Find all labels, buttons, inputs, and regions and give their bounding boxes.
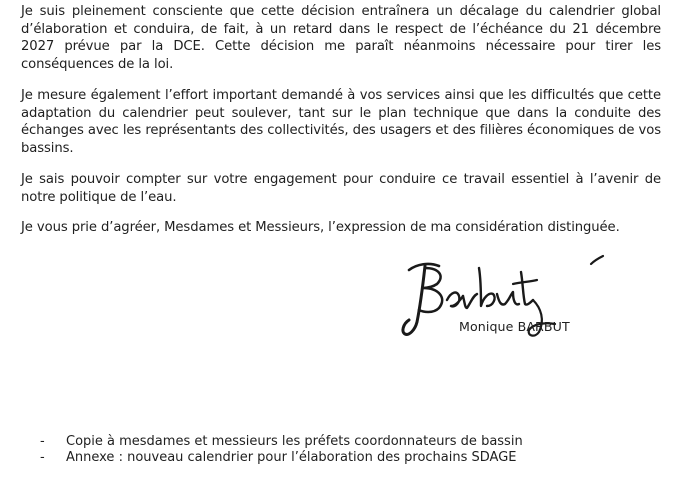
signer-name: Monique BARBUT bbox=[459, 319, 570, 334]
list-item-annex bbox=[40, 450, 523, 466]
paragraph-closing-formula: Je vous prie d’agréer, Mesdames et Messieurs, l’expression de ma considération distinguée. bbox=[21, 220, 620, 235]
annex-list bbox=[40, 434, 523, 466]
list-item-text: Copie à mesdames et messieurs les préfets coordonnateurs de bassin bbox=[66, 434, 523, 449]
paragraph-calendar-shift: Je suis pleinement consciente que cette décision entraînera un décalage du calendrier global d’élaboration et conduira, de fait, à un retard dans le respect de l’échéance du 21 décembre 2027 prévue par la DCE. Cette décision me paraît néanmoins nécessaire pour tirer les conséquences de la loi. bbox=[21, 4, 661, 72]
list-item-text: Annexe : nouveau calendrier pour l’élaboration des prochains SDAGE bbox=[66, 450, 517, 465]
paragraph-commitment: Je sais pouvoir compter sur votre engagement pour conduire ce travail essentiel à l’avenir de notre politique de l’eau. bbox=[21, 172, 661, 205]
list-item-copy bbox=[40, 434, 523, 450]
list-bullet: - bbox=[40, 450, 45, 465]
paragraph-services-effort: Je mesure également l’effort important demandé à vos services ainsi que les difficultés que cette adaptation du calendrier peut soulever, tant sur le plan technique que dans la conduite des échanges avec les représentants des collectivités, des usagers et des filières économiques de vos bassins. bbox=[21, 88, 661, 156]
list-bullet: - bbox=[40, 434, 45, 449]
